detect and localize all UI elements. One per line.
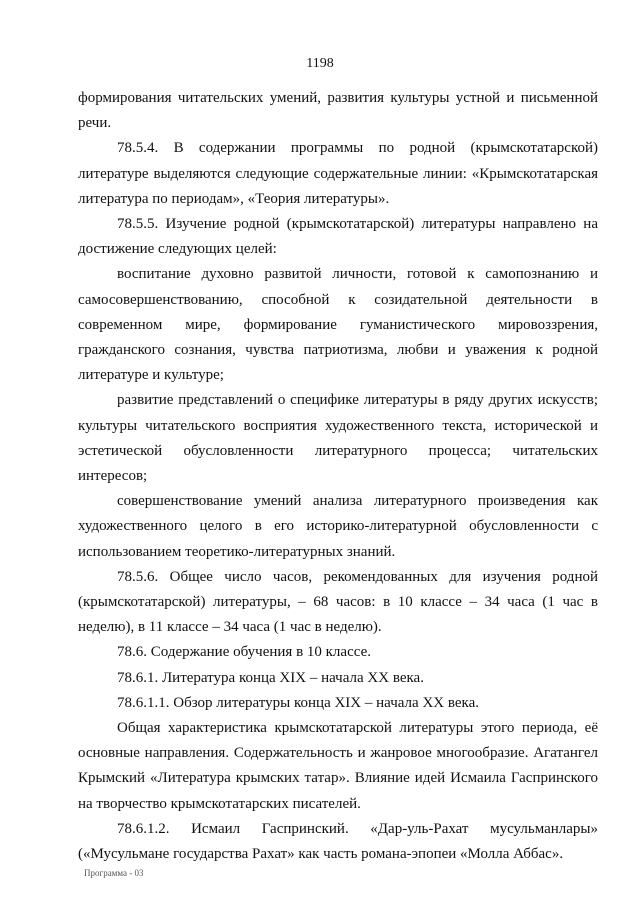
body-text: [78, 86, 598, 867]
paragraph: 78.6.1.2. Исмаил Гаспринский. «Дар-уль-Рахат мусульманлары» («Мусульмане государства Рахат» как часть романа-эпопеи «Молла Аббас».: [78, 820, 598, 863]
paragraph: воспитание духовно развитой личности, готовой к самопознанию и самосовершенствованию, способной к созидательной деятельности в современном мире, формирование гуманистического мировоззрения, гражданского сознания, чувства патриотизма, любви и уважения к родной литературе и культуре;: [78, 266, 598, 384]
page-footer: Программа - 03: [84, 868, 144, 878]
paragraph: 78.6.1.1. Обзор литературы конца XIX – начала XX века.: [117, 694, 479, 711]
paragraph: развитие представлений о специфике литературы в ряду других искусств; культуры читательского восприятия художественного текста, исторической и эстетической обусловленности литературного процесса; читательских интересов;: [78, 392, 598, 485]
paragraph: 78.5.4. В содержании программы по родной (крымскотатарской) литературе выделяются следующие содержательные линии: «Крымскотатарская литература по периодам», «Теория литературы».: [78, 140, 598, 207]
paragraph: 78.6.1. Литература конца XIX – начала XX века.: [117, 669, 424, 686]
page-number: 1198: [306, 56, 334, 71]
paragraph: 78.5.6. Общее число часов, рекомендованных для изучения родной (крымскотатарской) литературы, – 68 часов: в 10 классе – 34 часа (1 час в неделю), в 11 классе – 34 часа (1 час в неделю).: [78, 568, 598, 636]
paragraph: совершенствование умений анализа литературного произведения как художественного целого в его историко-литературной обусловленности с использованием теоретико-литературных знаний.: [78, 493, 598, 560]
paragraph: 78.6. Содержание обучения в 10 классе.: [117, 644, 371, 661]
paragraph: 78.5.5. Изучение родной (крымскотатарской) литературы направлено на достижение следующих целей:: [78, 216, 598, 258]
paragraph: формирования читательских умений, развития культуры устной и письменной речи.: [78, 90, 598, 132]
paragraph: Общая характеристика крымскотатарской литературы этого периода, её основные направления. Содержательность и жанровое многообразие. Агатангел Крымский «Литература крымских татар». Влияние идей Исмаила Гаспринского на творчество крымскотатарских писателей.: [78, 720, 598, 812]
